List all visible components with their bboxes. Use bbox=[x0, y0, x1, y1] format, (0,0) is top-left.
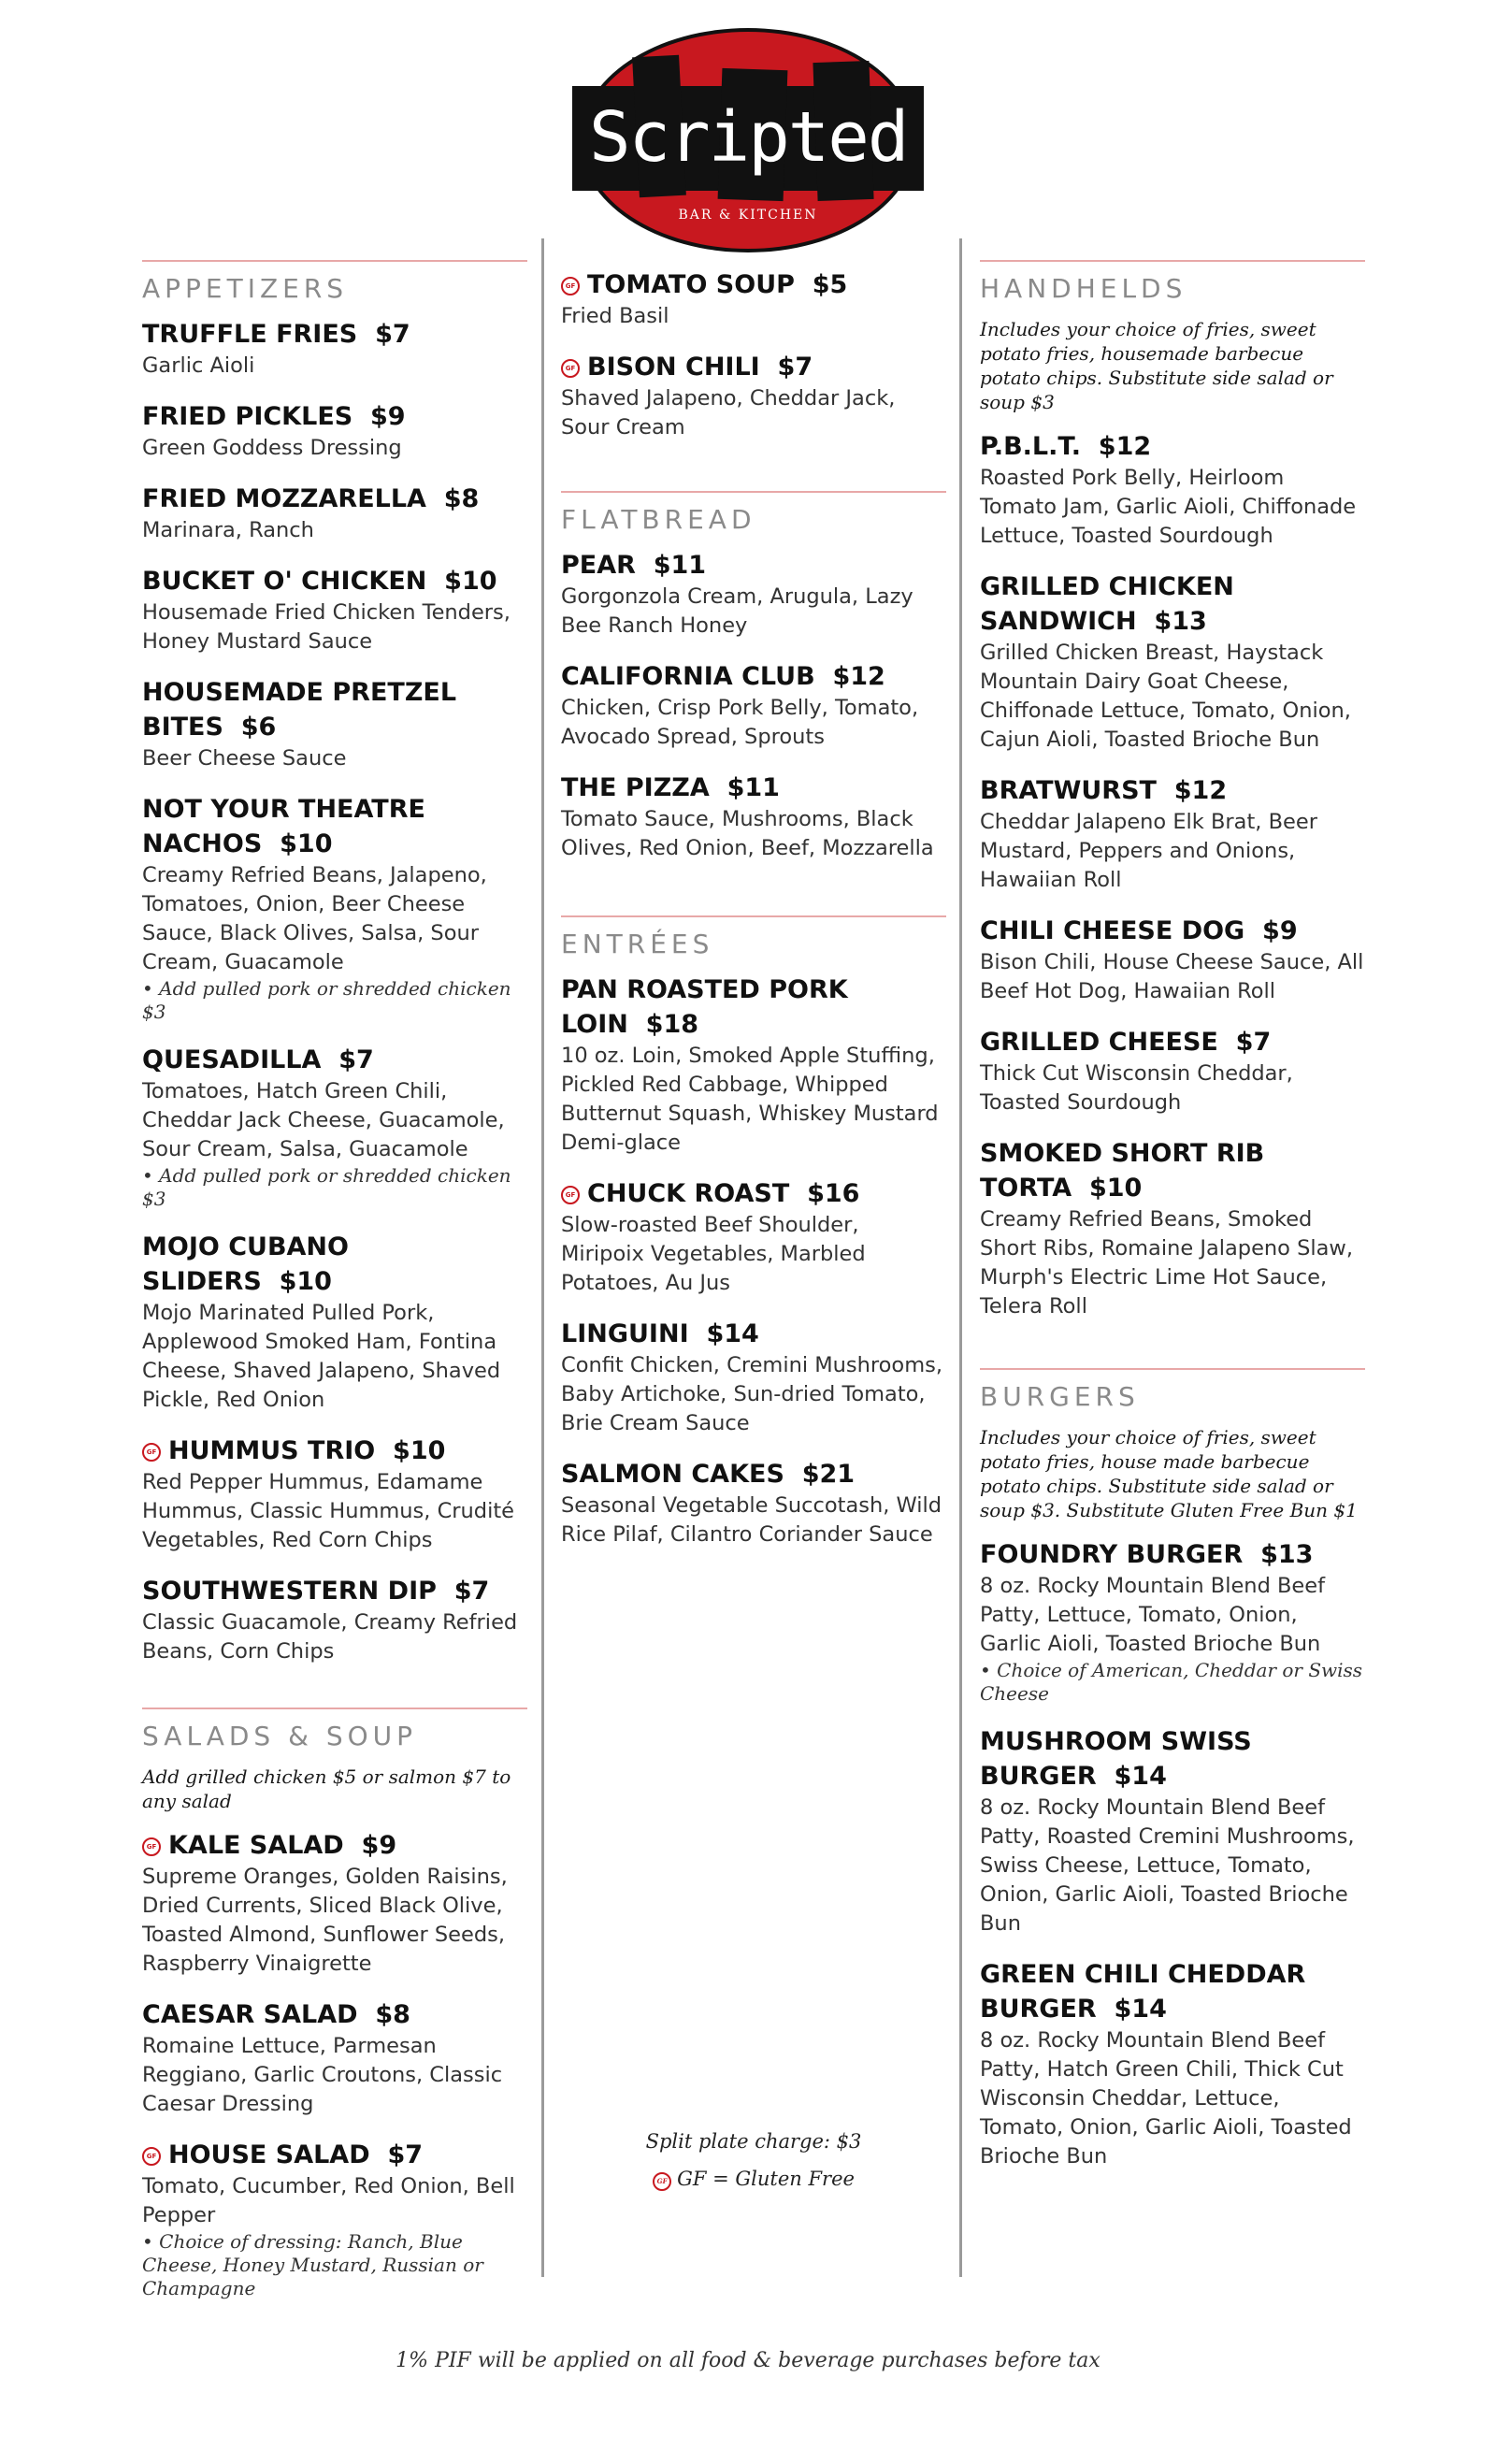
section-rule bbox=[561, 491, 946, 493]
menu-item-description: Tomato Sauce, Mushrooms, Black Olives, Red Onion, Beef, Mozzarella bbox=[561, 807, 934, 860]
menu-item-price: $13 bbox=[1154, 607, 1207, 636]
menu-item-description: Cheddar Jalapeno Elk Brat, Beer Mustard, Peppers and Onions, Hawaiian Roll bbox=[980, 810, 1317, 892]
menu-item bbox=[142, 564, 527, 656]
gf-legend-text: GF = Gluten Free bbox=[677, 2168, 855, 2190]
menu-item-heading bbox=[142, 1997, 527, 2032]
menu-item bbox=[561, 350, 946, 442]
menu-items bbox=[561, 548, 946, 863]
section-salads-soup bbox=[142, 1708, 527, 2300]
section-soups bbox=[561, 267, 946, 442]
menu-item-price: $14 bbox=[706, 1319, 759, 1348]
section-handhelds bbox=[980, 260, 1365, 1321]
menu-item-description: Garlic Aioli bbox=[142, 353, 255, 378]
menu-item-name: BRATWURST bbox=[980, 776, 1157, 805]
menu-item-price: $7 bbox=[338, 1045, 374, 1074]
gf-icon: GF bbox=[561, 359, 580, 378]
menu-item-description: Classic Guacamole, Creamy Refried Beans, Corn Chips bbox=[142, 1610, 518, 1664]
menu-item-heading bbox=[142, 1828, 527, 1863]
menu-item bbox=[142, 2138, 527, 2300]
menu-items bbox=[561, 267, 946, 442]
menu-item-description: Bison Chili, House Cheese Sauce, All Beef Hot Dog, Hawaiian Roll bbox=[980, 950, 1364, 1003]
menu-item-price: $10 bbox=[393, 1436, 446, 1465]
menu-item-name: HUMMUS TRIO bbox=[168, 1436, 376, 1465]
menu-column-left bbox=[142, 260, 527, 2342]
menu-item bbox=[142, 317, 527, 381]
section-note: Includes your choice of fries, sweet potato fries, housemade barbecue potato chips. Substitute side salad or soup $3 bbox=[980, 318, 1333, 413]
section-appetizers bbox=[142, 260, 527, 1666]
footer-notes bbox=[561, 2123, 946, 2197]
menu-item-description: Fried Basil bbox=[561, 304, 669, 328]
logo-subtitle: BAR & KITCHEN bbox=[669, 202, 827, 228]
menu-item-description: Slow-roasted Beef Shoulder, Miripoix Vegetables, Marbled Potatoes, Au Jus bbox=[561, 1213, 866, 1295]
menu-item-heading bbox=[980, 914, 1365, 948]
menu-item-heading bbox=[142, 399, 527, 434]
menu-item-price: $14 bbox=[1114, 1995, 1167, 2024]
menu-item-name: TOMATO SOUP bbox=[587, 270, 795, 299]
menu-item-heading bbox=[561, 771, 946, 805]
menu-item bbox=[142, 1434, 527, 1555]
menu-item-price: $9 bbox=[370, 402, 406, 431]
menu-items bbox=[142, 1828, 527, 2300]
gf-legend bbox=[561, 2160, 946, 2197]
menu-item-heading bbox=[561, 1317, 946, 1351]
menu-item-heading bbox=[980, 1724, 1365, 1794]
menu-item-price: $14 bbox=[1114, 1762, 1167, 1791]
menu-item bbox=[980, 914, 1365, 1006]
menu-item-name: SALMON CAKES bbox=[561, 1460, 784, 1489]
menu-item bbox=[142, 1230, 527, 1415]
menu-items bbox=[142, 317, 527, 1666]
gf-icon: GF bbox=[561, 1186, 580, 1204]
menu-item bbox=[142, 1043, 527, 1211]
menu-item-name: KALE SALAD bbox=[168, 1831, 344, 1860]
menu-item bbox=[561, 1176, 946, 1298]
menu-item-price: $7 bbox=[1235, 1028, 1272, 1057]
menu-item-heading bbox=[561, 659, 946, 694]
section-title: SALADS & SOUP bbox=[142, 1721, 418, 1751]
menu-item-price: $12 bbox=[1173, 776, 1228, 805]
menu-item-description: Grilled Chicken Breast, Haystack Mountain Dairy Goat Cheese, Chiffonade Lettuce, Tomato, Onion, Cajun Aioli, Toasted Brioche Bun bbox=[980, 641, 1351, 752]
menu-item-description: Tomato, Cucumber, Red Onion, Bell Pepper bbox=[142, 2174, 515, 2227]
menu-item-price: $18 bbox=[645, 1010, 699, 1039]
section-title: FLATBREAD bbox=[561, 504, 756, 535]
menu-item-heading bbox=[980, 1537, 1365, 1572]
menu-item-heading bbox=[142, 1043, 527, 1077]
gf-icon: GF bbox=[142, 1837, 161, 1856]
menu-item-description: Creamy Refried Beans, Smoked Short Ribs, Romaine Jalapeno Slaw, Murph's Electric Lime Hot Sauce, Telera Roll bbox=[980, 1207, 1353, 1318]
menu-column-right bbox=[980, 260, 1365, 2212]
split-plate-charge: Split plate charge: $3 bbox=[645, 2130, 862, 2153]
menu-item-price: $10 bbox=[280, 829, 333, 858]
menu-item-price: $12 bbox=[1098, 432, 1152, 461]
menu-item-price: $9 bbox=[361, 1831, 397, 1860]
menu-item-heading bbox=[142, 1230, 527, 1299]
section-note: Includes your choice of fries, sweet potato fries, house made barbecue potato chips. Substitute side salad or soup $3. Substitute Gluten Free Bun $1 bbox=[980, 1426, 1358, 1521]
menu-item-description: Red Pepper Hummus, Edamame Hummus, Classic Hummus, Crudité Vegetables, Red Corn Chips bbox=[142, 1470, 514, 1552]
menu-item bbox=[142, 1574, 527, 1666]
menu-item bbox=[980, 429, 1365, 551]
menu-item-price: $9 bbox=[1262, 916, 1298, 945]
section-title: ENTRÉES bbox=[561, 929, 714, 959]
menu-item-heading bbox=[561, 267, 946, 302]
menu-item-name: TRUFFLE FRIES bbox=[142, 320, 358, 349]
menu-item-note: • Add pulled pork or shredded chicken $3 bbox=[142, 1164, 511, 1210]
gf-icon: GF bbox=[653, 2172, 671, 2191]
menu-item-price: $8 bbox=[375, 2000, 410, 2029]
menu-item-heading bbox=[980, 1025, 1365, 1059]
menu-item-price: $12 bbox=[832, 662, 885, 691]
menu-item-description: Thick Cut Wisconsin Cheddar, Toasted Sourdough bbox=[980, 1061, 1293, 1115]
menu-item-name: CAESAR SALAD bbox=[142, 2000, 358, 2029]
menu-item bbox=[980, 773, 1365, 895]
menu-item-name: MOJO CUBANO SLIDERS bbox=[142, 1232, 349, 1296]
menu-item-name: SOUTHWESTERN DIP bbox=[142, 1577, 437, 1606]
menu-item bbox=[142, 792, 527, 1024]
menu-item-name: FOUNDRY BURGER bbox=[980, 1540, 1244, 1569]
menu-item-price: $10 bbox=[444, 567, 497, 596]
menu-item-description: 8 oz. Rocky Mountain Blend Beef Patty, Hatch Green Chili, Thick Cut Wisconsin Cheddar, Lettuce, Tomato, Onion, Garlic Aioli, Toasted Brioche Bun bbox=[980, 2028, 1352, 2169]
menu-item-heading bbox=[561, 350, 946, 384]
menu-item-heading bbox=[142, 792, 527, 861]
menu-item-name: CHILI CHEESE DOG bbox=[980, 916, 1245, 945]
menu-item-description: 8 oz. Rocky Mountain Blend Beef Patty, Roasted Cremini Mushrooms, Swiss Cheese, Lettuce, Tomato, Onion, Garlic Aioli, Toasted Brioche Bun bbox=[980, 1795, 1355, 1936]
menu-item-name: SMOKED SHORT RIB TORTA bbox=[980, 1139, 1265, 1203]
menu-item-price: $21 bbox=[801, 1460, 856, 1489]
menu-item-name: LINGUINI bbox=[561, 1319, 689, 1348]
section-rule bbox=[980, 1368, 1365, 1370]
menu-item-name: PAN ROASTED PORK LOIN bbox=[561, 975, 848, 1039]
menu-item-heading bbox=[142, 1434, 527, 1468]
menu-item-description: Housemade Fried Chicken Tenders, Honey Mustard Sauce bbox=[142, 600, 511, 654]
menu-item-heading bbox=[142, 564, 527, 598]
menu-item bbox=[142, 1997, 527, 2119]
menu-item-name: HOUSEMADE PRETZEL BITES bbox=[142, 678, 457, 742]
menu-item-name: BUCKET O' CHICKEN bbox=[142, 567, 427, 596]
menu-item-price: $6 bbox=[240, 713, 277, 742]
menu-item-name: CHUCK ROAST bbox=[587, 1179, 790, 1208]
menu-item-price: $10 bbox=[279, 1267, 332, 1296]
menu-item bbox=[561, 973, 946, 1158]
menu-item bbox=[980, 569, 1365, 755]
menu-item bbox=[561, 771, 946, 863]
menu-item bbox=[561, 1457, 946, 1549]
menu-item bbox=[561, 267, 946, 331]
menu-item-description: Marinara, Ranch bbox=[142, 518, 314, 542]
menu-item-price: $10 bbox=[1088, 1174, 1143, 1203]
column-divider bbox=[541, 238, 544, 2277]
menu-item bbox=[142, 482, 527, 545]
menu-item-name: P.B.L.T. bbox=[980, 432, 1081, 461]
menu-item-heading bbox=[142, 2138, 527, 2172]
menu-items bbox=[980, 1537, 1365, 2171]
menu-item bbox=[142, 1828, 527, 1979]
menu-item-heading bbox=[980, 429, 1365, 464]
menu-item-name: FRIED MOZZARELLA bbox=[142, 484, 426, 513]
menu-items bbox=[980, 429, 1365, 1321]
menu-item-description: Seasonal Vegetable Succotash, Wild Rice Pilaf, Cilantro Coriander Sauce bbox=[561, 1493, 942, 1547]
menu-item bbox=[980, 1957, 1365, 2171]
menu-item-price: $7 bbox=[777, 353, 813, 382]
pif-note: 1% PIF will be applied on all food & beverage purchases before tax bbox=[396, 2349, 1100, 2372]
logo-wordmark: Scripted bbox=[589, 97, 908, 178]
gf-icon: GF bbox=[142, 2147, 161, 2166]
menu-item-price: $7 bbox=[387, 2140, 424, 2169]
section-rule bbox=[561, 915, 946, 917]
menu-item-name: GREEN CHILI CHEDDAR BURGER bbox=[980, 1960, 1306, 2024]
menu-item-name: THE PIZZA bbox=[561, 773, 710, 802]
menu-item-name: MUSHROOM SWISS BURGER bbox=[980, 1727, 1252, 1791]
menu-item-heading bbox=[561, 548, 946, 583]
gf-icon: GF bbox=[142, 1443, 161, 1462]
section-entrees bbox=[561, 915, 946, 1549]
menu-item-description: Green Goddess Dressing bbox=[142, 436, 402, 460]
menu-item-heading bbox=[561, 1457, 946, 1491]
menu-item-price: $11 bbox=[653, 551, 707, 580]
section-title: BURGERS bbox=[980, 1381, 1140, 1412]
menu-item-description: Supreme Oranges, Golden Raisins, Dried Currents, Sliced Black Olive, Toasted Almond, Sunflower Seeds, Raspberry Vinaigrette bbox=[142, 1865, 508, 1976]
menu-item-description: Roasted Pork Belly, Heirloom Tomato Jam, Garlic Aioli, Chiffonade Lettuce, Toasted Sourdough bbox=[980, 466, 1357, 548]
menu-item bbox=[980, 1136, 1365, 1321]
section-rule bbox=[142, 1708, 527, 1709]
menu-item-heading bbox=[142, 675, 527, 744]
menu-item-description: Gorgonzola Cream, Arugula, Lazy Bee Ranch Honey bbox=[561, 584, 913, 638]
menu-item-price: $8 bbox=[443, 484, 480, 513]
menu-item-price: $7 bbox=[453, 1577, 490, 1606]
menu-item-heading bbox=[142, 482, 527, 516]
menu-item-description: Romaine Lettuce, Parmesan Reggiano, Garlic Croutons, Classic Caesar Dressing bbox=[142, 2034, 503, 2116]
menu-item-name: HOUSE SALAD bbox=[168, 2140, 370, 2169]
menu-item-description: Beer Cheese Sauce bbox=[142, 746, 347, 771]
menu-item-price: $5 bbox=[812, 270, 848, 299]
section-flatbread bbox=[561, 491, 946, 863]
menu-item bbox=[561, 659, 946, 752]
menu-item-price: $11 bbox=[726, 773, 780, 802]
menu-item bbox=[142, 675, 527, 773]
section-rule bbox=[980, 260, 1365, 262]
menu-item-name: NOT YOUR THEATRE NACHOS bbox=[142, 795, 425, 858]
column-divider bbox=[959, 238, 962, 2277]
menu-item-name: FRIED PICKLES bbox=[142, 402, 353, 431]
menu-item bbox=[561, 1317, 946, 1438]
menu-item-price: $16 bbox=[807, 1179, 860, 1208]
menu-item-heading bbox=[561, 973, 946, 1042]
menu-item-heading bbox=[980, 773, 1365, 808]
section-rule bbox=[142, 260, 527, 262]
menu-item-heading bbox=[980, 569, 1365, 639]
menu-item-heading bbox=[142, 1574, 527, 1608]
menu-item-heading bbox=[980, 1957, 1365, 2026]
menu-item bbox=[980, 1537, 1365, 1706]
menu-item-name: QUESADILLA bbox=[142, 1045, 322, 1074]
menu-item-name: BISON CHILI bbox=[587, 353, 760, 382]
menu-item bbox=[980, 1025, 1365, 1117]
menu-item-price: $7 bbox=[375, 320, 410, 349]
menu-item-description: Chicken, Crisp Pork Belly, Tomato, Avocado Spread, Sprouts bbox=[561, 696, 919, 749]
menu-item-name: CALIFORNIA CLUB bbox=[561, 662, 815, 691]
section-note: Add grilled chicken $5 or salmon $7 to any salad bbox=[142, 1765, 511, 1812]
menu-column-middle bbox=[561, 267, 946, 1591]
section-title: APPETIZERS bbox=[142, 273, 349, 304]
menu-items bbox=[561, 973, 946, 1549]
menu-item-description: 8 oz. Rocky Mountain Blend Beef Patty, Lettuce, Tomato, Onion, Garlic Aioli, Toasted Brioche Bun bbox=[980, 1574, 1326, 1656]
menu-item-name: PEAR bbox=[561, 551, 636, 580]
section-title: HANDHELDS bbox=[980, 273, 1187, 304]
menu-item-description: Tomatoes, Hatch Green Chili, Cheddar Jack Cheese, Guacamole, Sour Cream, Salsa, Guacamole bbox=[142, 1079, 505, 1161]
restaurant-logo bbox=[570, 28, 926, 252]
menu-item-heading bbox=[561, 1176, 946, 1211]
menu-item-description: Shaved Jalapeno, Cheddar Jack, Sour Cream bbox=[561, 386, 896, 439]
menu-item bbox=[142, 399, 527, 463]
menu-item-description: Creamy Refried Beans, Jalapeno, Tomatoes, Onion, Beer Cheese Sauce, Black Olives, Salsa, Sour Cream, Guacamole bbox=[142, 863, 487, 974]
menu-item-note: • Choice of dressing: Ranch, Blue Cheese, Honey Mustard, Russian or Champagne bbox=[142, 2230, 483, 2299]
menu-item-name: GRILLED CHICKEN SANDWICH bbox=[980, 572, 1234, 636]
section-burgers bbox=[980, 1368, 1365, 2171]
menu-item bbox=[980, 1724, 1365, 1938]
menu-item-name: GRILLED CHEESE bbox=[980, 1028, 1218, 1057]
gf-icon: GF bbox=[561, 277, 580, 295]
menu-item-description: 10 oz. Loin, Smoked Apple Stuffing, Pickled Red Cabbage, Whipped Butternut Squash, Whiskey Mustard Demi-glace bbox=[561, 1044, 939, 1155]
menu-item-price: $13 bbox=[1260, 1540, 1314, 1569]
menu-item-note: • Add pulled pork or shredded chicken $3 bbox=[142, 977, 511, 1023]
menu-item-heading bbox=[142, 317, 527, 352]
menu-item-heading bbox=[980, 1136, 1365, 1205]
menu-item-note: • Choice of American, Cheddar or Swiss Cheese bbox=[980, 1659, 1363, 1705]
menu-item bbox=[561, 548, 946, 641]
menu-item-description: Mojo Marinated Pulled Pork, Applewood Smoked Ham, Fontina Cheese, Shaved Jalapeno, Shaved Pickle, Red Onion bbox=[142, 1301, 501, 1412]
menu-item-description: Confit Chicken, Cremini Mushrooms, Baby Artichoke, Sun-dried Tomato, Brie Cream Sauce bbox=[561, 1353, 942, 1435]
